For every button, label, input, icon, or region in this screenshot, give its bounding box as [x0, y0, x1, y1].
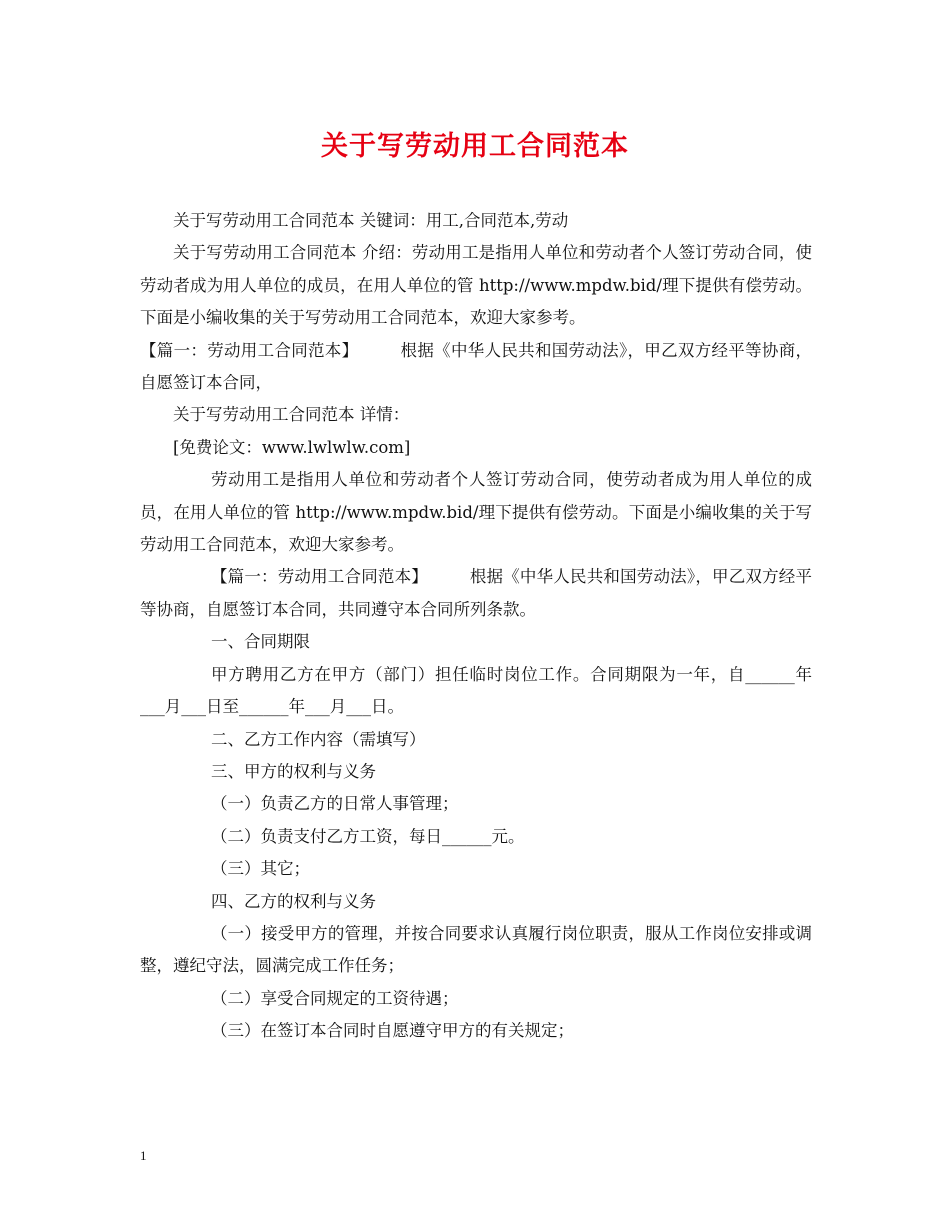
section-heading-party-a: 三、甲方的权利与义务	[210, 761, 376, 781]
document-body	[140, 205, 812, 1048]
intro-paragraph: 关于写劳动用工合同范本 介绍：劳动用工是指用人单位和劳动者个人签订劳动合同，使劳动者成为用人单位的成员，在用人单位的管 http://www.mpdw.bid/理下提供有偿劳动。下面是小编收集的关于写劳动用工合同范本，欢迎大家参考。	[140, 243, 812, 328]
clause-item: （一）接受甲方的管理，并按合同要求认真履行岗位职责，服从工作岗位安排或调整，遵纪守法，圆满完成工作任务；	[140, 923, 812, 976]
clause-item: （三）其它；	[210, 859, 310, 879]
clause-item: （二）享受合同规定的工资待遇；	[210, 988, 459, 1008]
body-paragraph: 劳动用工是指用人单位和劳动者个人签订劳动合同，使劳动者成为用人单位的成员，在用人单位的管 http://www.mpdw.bid/理下提供有偿劳动。下面是小编收集的关于写劳动用工合同范本，欢迎大家参考。	[140, 470, 812, 555]
source-note: [免费论文：www.lwlwlw.com]	[173, 437, 411, 457]
section-heading-party-b: 四、乙方的权利与义务	[210, 891, 376, 911]
summary-paragraph: 【篇一：劳动用工合同范本】 根据《中华人民共和国劳动法》，甲乙双方经平等协商，自愿签订本合同，	[140, 340, 812, 393]
clause-item: （二）负责支付乙方工资，每日______元。	[210, 826, 525, 846]
keywords-line: 关于写劳动用工合同范本 关键词：用工,合同范本,劳动	[173, 211, 569, 230]
clause-item: （三）在签订本合同时自愿遵守甲方的有关规定；	[210, 1021, 574, 1041]
document-title: 关于写劳动用工合同范本	[321, 131, 629, 162]
section-heading-work: 二、乙方工作内容（需填写）	[210, 729, 426, 749]
section-heading-term: 一、合同期限	[210, 632, 310, 652]
details-heading: 关于写劳动用工合同范本 详情：	[173, 405, 410, 425]
page-number: 1	[140, 1148, 147, 1163]
clause-item: （一）负责乙方的日常人事管理；	[210, 794, 459, 814]
body-paragraph: 【篇一：劳动用工合同范本】 根据《中华人民共和国劳动法》，甲乙双方经平等协商，自愿签订本合同，共同遵守本合同所列条款。	[140, 567, 812, 619]
term-clause: 甲方聘用乙方在甲方（部门）担任临时岗位工作。合同期限为一年，自______年___月___日至______年___月___日。	[140, 664, 812, 717]
